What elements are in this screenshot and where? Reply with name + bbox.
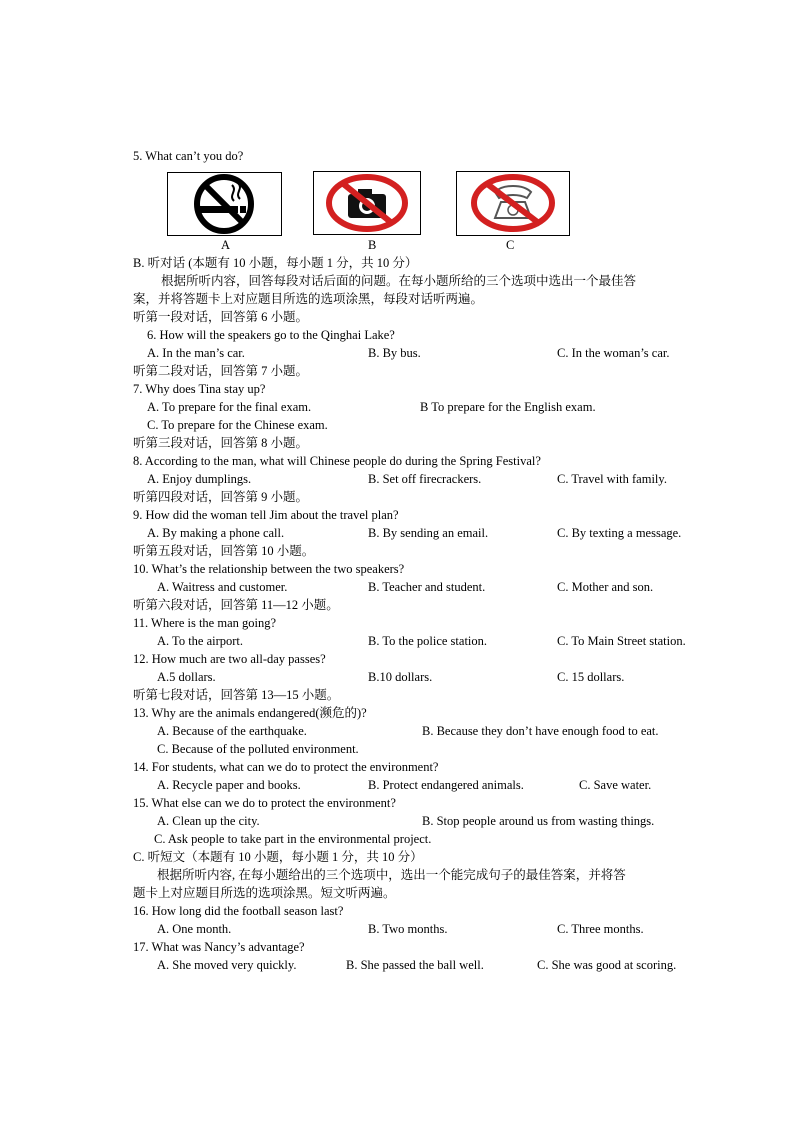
option-b: B. By sending an email.: [368, 526, 489, 540]
dialogue-heading: 听第三段对话，回答第 8 小题。: [133, 436, 309, 450]
section-b-instruction: 根据所听内容，回答每段对话后面的问题。在每小题所给的三个选项中选出一个最佳答: [161, 274, 637, 288]
dialogue-heading: 听第五段对话，回答第 10 小题。: [133, 544, 315, 558]
question-text: 11. Where is the man going?: [133, 616, 277, 630]
option-b: B. She passed the ball well.: [346, 958, 484, 972]
dialogue-heading: 听第四段对话，回答第 9 小题。: [133, 490, 309, 504]
no-camera-icon: [314, 172, 420, 234]
section-b-instruction: 案，并将答题卡上对应题目所选的选项涂黑，每段对话听两遍。: [133, 292, 484, 306]
option-b: B. By bus.: [368, 346, 421, 360]
option-c: C. Mother and son.: [557, 580, 654, 594]
section-c-title: C. 听短文（本题有 10 小题，每小题 1 分，共 10 分）: [133, 850, 423, 864]
option-c: C. To prepare for the Chinese exam.: [147, 418, 328, 432]
question-text: 15. What else can we do to protect the environment?: [133, 796, 396, 810]
question-text: 10. What’s the relationship between the two speakers?: [133, 562, 405, 576]
option-a: A. In the man’s car.: [147, 346, 245, 360]
option-b: B. Set off firecrackers.: [368, 472, 482, 486]
dialogue-heading: 听第一段对话，回答第 6 小题。: [133, 310, 309, 324]
option-b: B. Teacher and student.: [368, 580, 486, 594]
option-b: B.10 dollars.: [368, 670, 433, 684]
option-c: C. Ask people to take part in the environmental project.: [154, 832, 432, 846]
question-5: 5. What can’t you do?: [133, 149, 244, 163]
option-c: C. She was good at scoring.: [537, 958, 677, 972]
option-c: C. By texting a message.: [557, 526, 682, 540]
option-c: C. 15 dollars.: [557, 670, 625, 684]
option-b: B. Stop people around us from wasting things.: [422, 814, 655, 828]
no-phone-picture: [456, 171, 570, 236]
option-a: A. Because of the earthquake.: [157, 724, 307, 738]
option-c: C. Because of the polluted environment.: [157, 742, 359, 756]
question-text: 13. Why are the animals endangered(濒危的)?: [133, 706, 367, 720]
option-a: A. Waitress and customer.: [157, 580, 288, 594]
option-a: A. To prepare for the final exam.: [147, 400, 312, 414]
option-b: B To prepare for the English exam.: [420, 400, 596, 414]
dialogue-heading: 听第二段对话，回答第 7 小题。: [133, 364, 309, 378]
option-b: B. Because they don’t have enough food to eat.: [422, 724, 659, 738]
option-c: C. Travel with family.: [557, 472, 667, 486]
dialogue-heading: 听第六段对话，回答第 11—12 小题。: [133, 598, 339, 612]
option-a: A. Enjoy dumplings.: [147, 472, 252, 486]
question-text: 14. For students, what can we do to protect the environment?: [133, 760, 439, 774]
option-a: A. By making a phone call.: [147, 526, 285, 540]
option-a: A. One month.: [157, 922, 232, 936]
no-smoking-picture: [167, 172, 282, 236]
option-b: B. To the police station.: [368, 634, 488, 648]
no-phone-icon: [457, 172, 569, 235]
option-label-b: B: [368, 238, 377, 252]
option-c: C. Three months.: [557, 922, 644, 936]
option-c: C. Save water.: [579, 778, 652, 792]
question-text: 16. How long did the football season last?: [133, 904, 344, 918]
section-c-instruction: 根据所听内容, 在每小题给出的三个选项中，选出一个能完成句子的最佳答案，并将答: [157, 868, 626, 882]
option-b: B. Two months.: [368, 922, 448, 936]
option-a: A. To the airport.: [157, 634, 244, 648]
question-text: 7. Why does Tina stay up?: [133, 382, 266, 396]
section-b-title: B. 听对话 (本题有 10 小题，每小题 1 分，共 10 分）: [133, 256, 418, 270]
question-text: 8. According to the man, what will Chinese people do during the Spring Festival?: [133, 454, 541, 468]
option-c: C. To Main Street station.: [557, 634, 686, 648]
option-a: A.5 dollars.: [157, 670, 216, 684]
question-text: 17. What was Nancy’s advantage?: [133, 940, 305, 954]
option-a: A. Recycle paper and books.: [157, 778, 301, 792]
option-c: C. In the woman’s car.: [557, 346, 670, 360]
question-text: 6. How will the speakers go to the Qinghai Lake?: [147, 328, 395, 342]
section-c-instruction: 题卡上对应题目所选的选项涂黑。短文听两遍。: [133, 886, 396, 900]
question-text: 12. How much are two all-day passes?: [133, 652, 326, 666]
option-a: A. Clean up the city.: [157, 814, 260, 828]
option-a: A. She moved very quickly.: [157, 958, 297, 972]
no-camera-picture: [313, 171, 421, 235]
no-smoking-icon: [168, 173, 281, 235]
option-label-a: A: [221, 238, 231, 252]
question-text: 9. How did the woman tell Jim about the travel plan?: [133, 508, 399, 522]
option-label-c: C: [506, 238, 515, 252]
option-b: B. Protect endangered animals.: [368, 778, 524, 792]
dialogue-heading: 听第七段对话，回答第 13—15 小题。: [133, 688, 340, 702]
